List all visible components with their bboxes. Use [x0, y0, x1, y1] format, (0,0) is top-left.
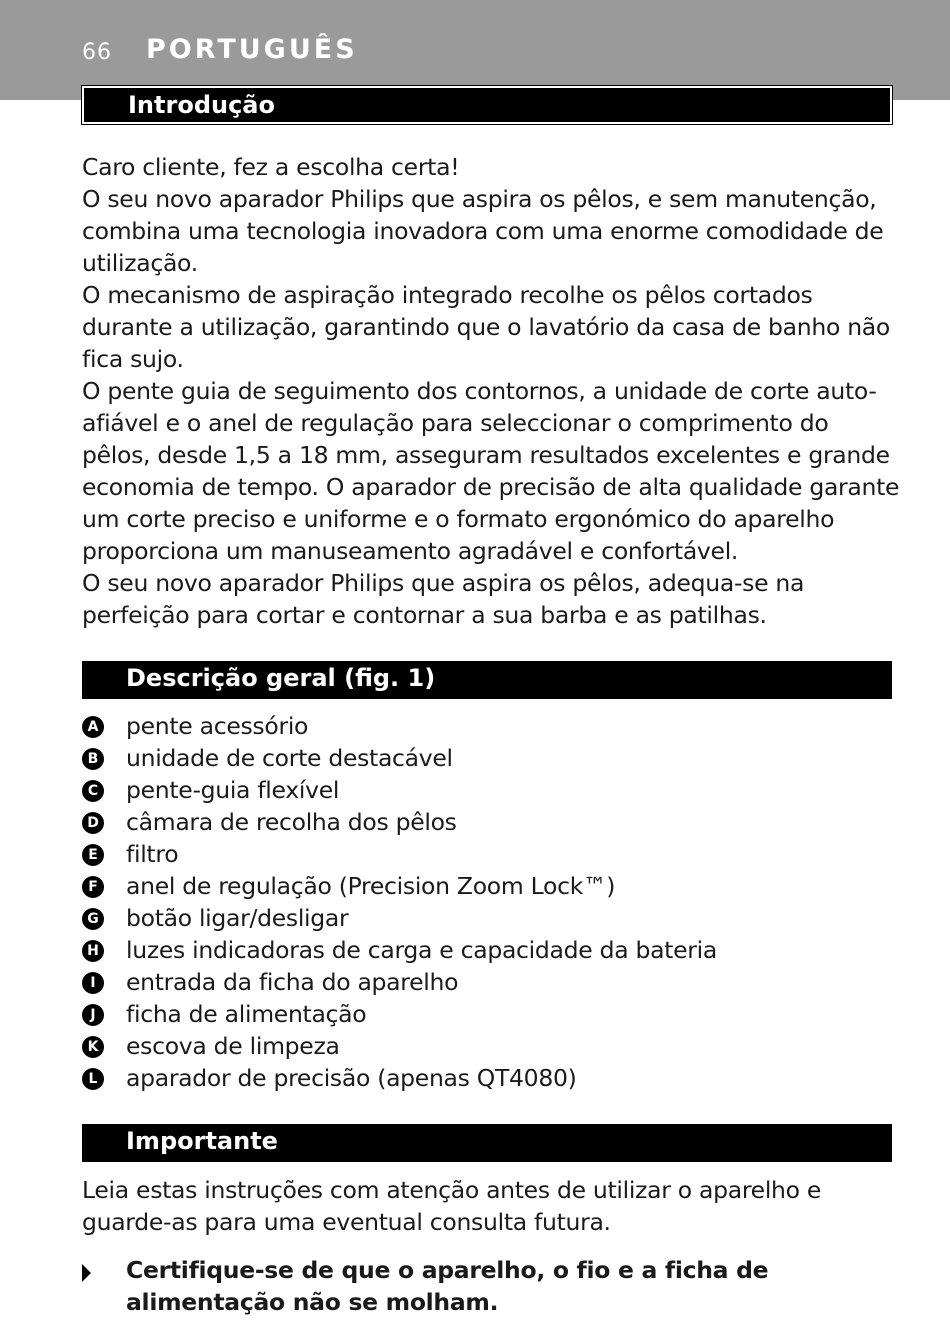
intro-paragraph: O mecanismo de aspiração integrado recolhe os pêlos cortados durante a utilização, garantindo que o lavatório da casa de banho não fica sujo.	[82, 281, 890, 373]
part-label: luzes indicadoras de carga e capacidade da bateria	[126, 936, 717, 964]
letter-badge: K	[82, 1036, 104, 1058]
section-heading-text: Importante	[126, 1127, 278, 1155]
page-number: 66	[82, 40, 112, 65]
intro-paragraph: O seu novo aparador Philips que aspira os pêlos, adequa-se na perfeição para cortar e contornar a sua barba e as patilhas.	[82, 569, 805, 629]
list-item	[82, 774, 902, 806]
part-label: escova de limpeza	[126, 1032, 340, 1060]
letter-badge: B	[82, 748, 104, 770]
section-heading-description	[82, 661, 892, 699]
section-heading-introduction	[82, 86, 892, 124]
intro-paragraph: Caro cliente, fez a escolha certa!	[82, 153, 460, 181]
letter-badge: L	[82, 1068, 104, 1090]
section-heading-text: Introdução	[128, 91, 275, 119]
part-label: entrada da ficha do aparelho	[126, 968, 459, 996]
letter-badge: D	[82, 812, 104, 834]
list-item	[82, 806, 902, 838]
bullet-triangle-icon	[82, 1264, 91, 1282]
list-item	[82, 742, 902, 774]
part-label: pente-guia flexível	[126, 776, 340, 804]
letter-badge: J	[82, 1004, 104, 1026]
letter-badge: F	[82, 876, 104, 898]
part-label: aparador de precisão (apenas QT4080)	[126, 1064, 577, 1092]
letter-badge: C	[82, 780, 104, 802]
list-item	[82, 966, 902, 998]
part-label: unidade de corte destacável	[126, 744, 453, 772]
intro-paragraph: O seu novo aparador Philips que aspira os pêlos, e sem manutenção, combina uma tecnologia inovadora com uma enorme comodidade de utilização.	[82, 185, 884, 277]
list-item	[82, 838, 902, 870]
list-item	[82, 710, 902, 742]
section-heading-important	[82, 1124, 892, 1162]
letter-badge: E	[82, 844, 104, 866]
section-heading-text: Descrição geral (fig. 1)	[126, 664, 436, 692]
part-label: botão ligar/desligar	[126, 904, 349, 932]
list-item	[82, 1030, 902, 1062]
language-title: PORTUGUÊS	[146, 34, 358, 65]
part-label: filtro	[126, 840, 179, 868]
list-item	[82, 870, 902, 902]
list-item	[82, 1062, 902, 1094]
warning-text: Certifique-se de que o aparelho, o fio e a ficha de alimentação não se molham.	[126, 1256, 769, 1316]
letter-badge: H	[82, 940, 104, 962]
list-item	[82, 998, 902, 1030]
important-paragraph: Leia estas instruções com atenção antes de utilizar o aparelho e guarde-as para uma eventual consulta futura.	[82, 1176, 822, 1236]
intro-paragraph: O pente guia de seguimento dos contornos, a unidade de corte auto-afiável e o anel de regulação para seleccionar o comprimento do pêlos, desde 1,5 a 18 mm, asseguram resultados excelentes e grande economia de tempo. O aparador de precisão de alta qualidade garante um corte preciso e uniforme e o formato ergonómico do aparelho proporciona um manuseamento agradável e confortável.	[82, 377, 900, 565]
part-label: câmara de recolha dos pêlos	[126, 808, 457, 836]
part-label: anel de regulação (Precision Zoom Lock™)	[126, 872, 616, 900]
part-label: pente acessório	[126, 712, 309, 740]
list-item	[82, 934, 902, 966]
list-item	[82, 902, 902, 934]
letter-badge: G	[82, 908, 104, 930]
parts-list	[82, 710, 902, 1094]
letter-badge: I	[82, 972, 104, 994]
page-header	[0, 0, 950, 100]
letter-badge: A	[82, 716, 104, 738]
part-label: ficha de alimentação	[126, 1000, 367, 1028]
